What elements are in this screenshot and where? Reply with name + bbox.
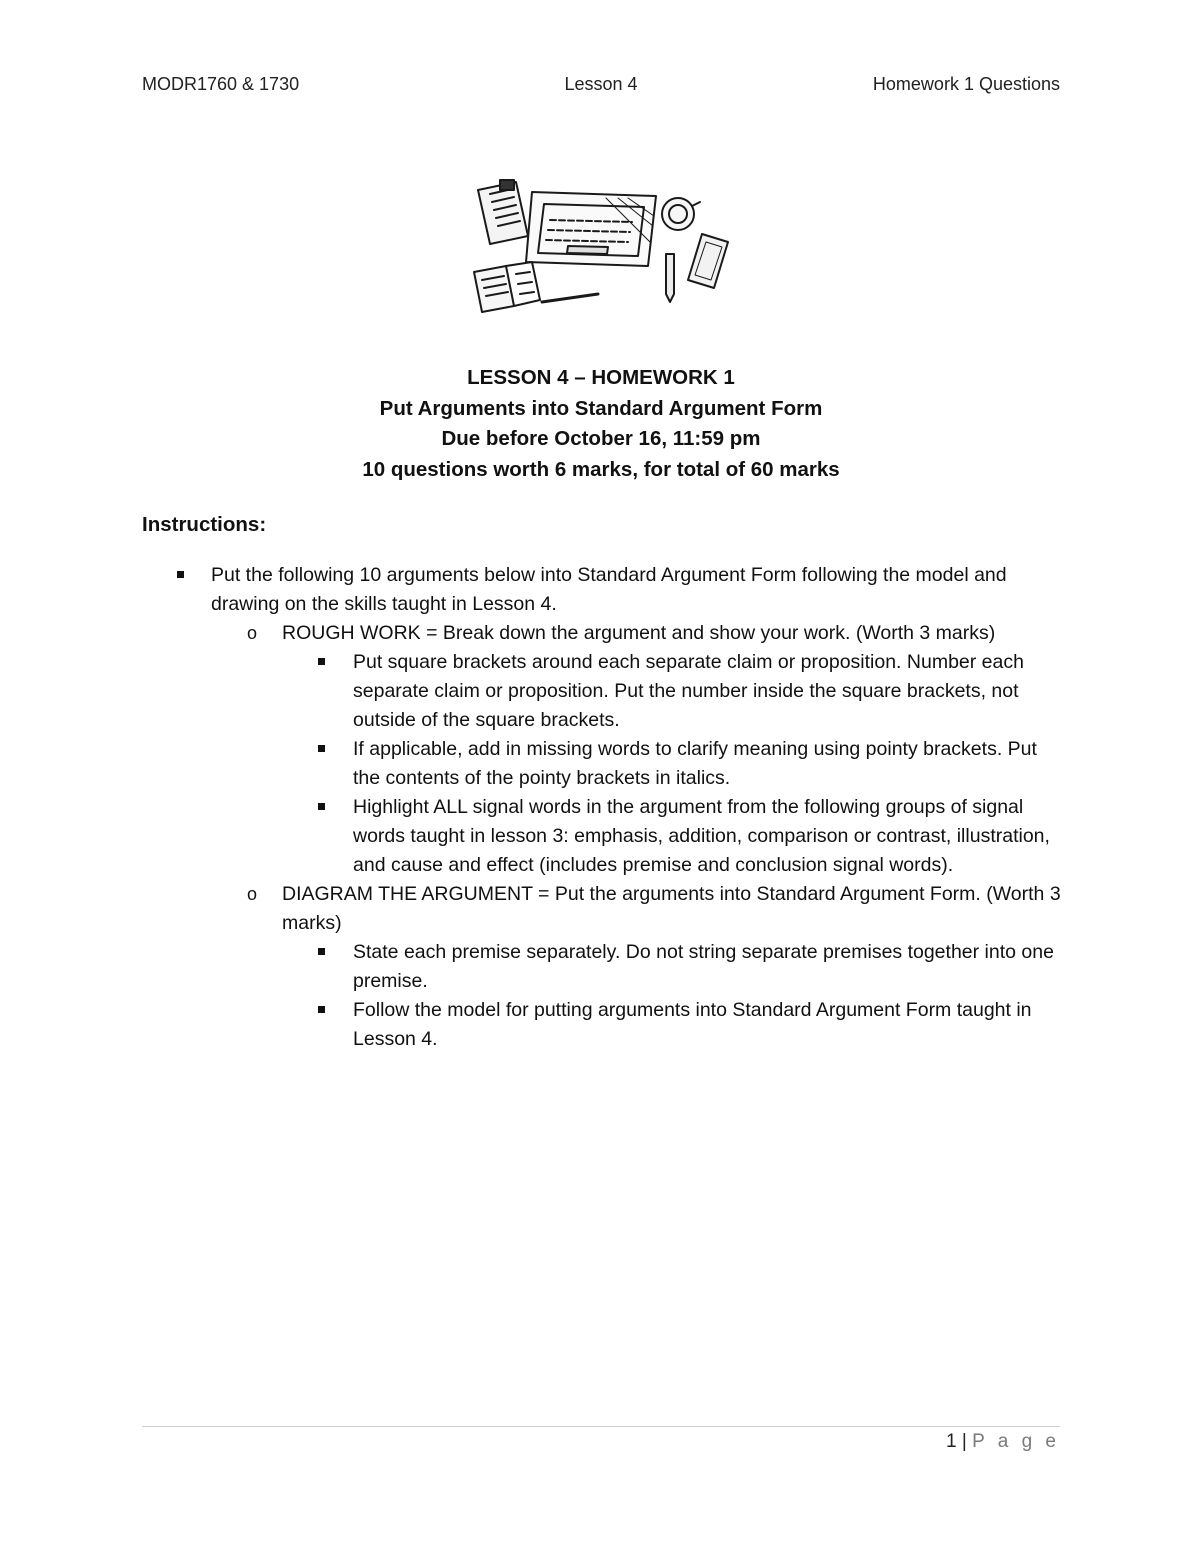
list-item — [142, 996, 1062, 1054]
document-subtitle: Put Arguments into Standard Argument Form — [379, 396, 823, 420]
rough-work-step: Put square brackets around each separate claim or proposition. Number each separate claim or proposition. Put the number inside the square brackets, not outside of the square brackets. — [353, 651, 1024, 731]
header-lesson: Lesson 4 — [564, 74, 638, 94]
rough-work-step: If applicable, add in missing words to clarify meaning using pointy brackets. Put the contents of the pointy brackets in italics. — [353, 738, 1037, 789]
list-item — [142, 938, 1062, 996]
page-label: P a g e — [972, 1431, 1060, 1452]
instructions-list — [142, 561, 1062, 1054]
diagram-instruction: DIAGRAM THE ARGUMENT = Put the arguments into Standard Argument Form. (Worth 3 marks) — [282, 883, 1061, 934]
list-item — [142, 793, 1062, 880]
circle-bullet-icon: o — [247, 623, 258, 643]
footer-divider — [142, 1426, 1060, 1427]
diagram-step: Follow the model for putting arguments into Standard Argument Form taught in Lesson 4. — [353, 999, 1032, 1050]
list-item — [142, 648, 1062, 735]
list-item — [142, 561, 1062, 619]
desk-illustration-icon — [468, 176, 736, 316]
instruction-main: Put the following 10 arguments below into Standard Argument Form following the model and drawing on the skills taught in Lesson 4. — [211, 564, 1007, 615]
page-header — [142, 74, 1060, 100]
document-title: LESSON 4 – HOMEWORK 1 — [467, 366, 735, 389]
circle-bullet-icon: o — [247, 884, 258, 904]
list-item — [142, 735, 1062, 793]
document-title-block — [142, 363, 1060, 485]
page-footer — [946, 1431, 1060, 1453]
footer-separator: | — [961, 1431, 967, 1452]
rough-work-step: Highlight ALL signal words in the argument from the following groups of signal words taught in lesson 3: emphasis, addition, comparison or contrast, illustration, and cause and effect (includes premise and conclusion signal words). — [353, 796, 1050, 876]
diagram-step: State each premise separately. Do not string separate premises together into one premise. — [353, 941, 1054, 992]
header-course-code: MODR1760 & 1730 — [142, 74, 300, 94]
list-item — [142, 880, 1062, 938]
instructions-heading: Instructions: — [142, 513, 267, 536]
list-item — [142, 619, 1062, 648]
page-number: 1 — [946, 1431, 957, 1452]
due-date: Due before October 16, 11:59 pm — [441, 427, 761, 450]
marks-summary: 10 questions worth 6 marks, for total of 60 marks — [362, 457, 840, 481]
header-title: Homework 1 Questions — [872, 74, 1060, 94]
rough-work-instruction: ROUGH WORK = Break down the argument and show your work. (Worth 3 marks) — [282, 622, 996, 644]
